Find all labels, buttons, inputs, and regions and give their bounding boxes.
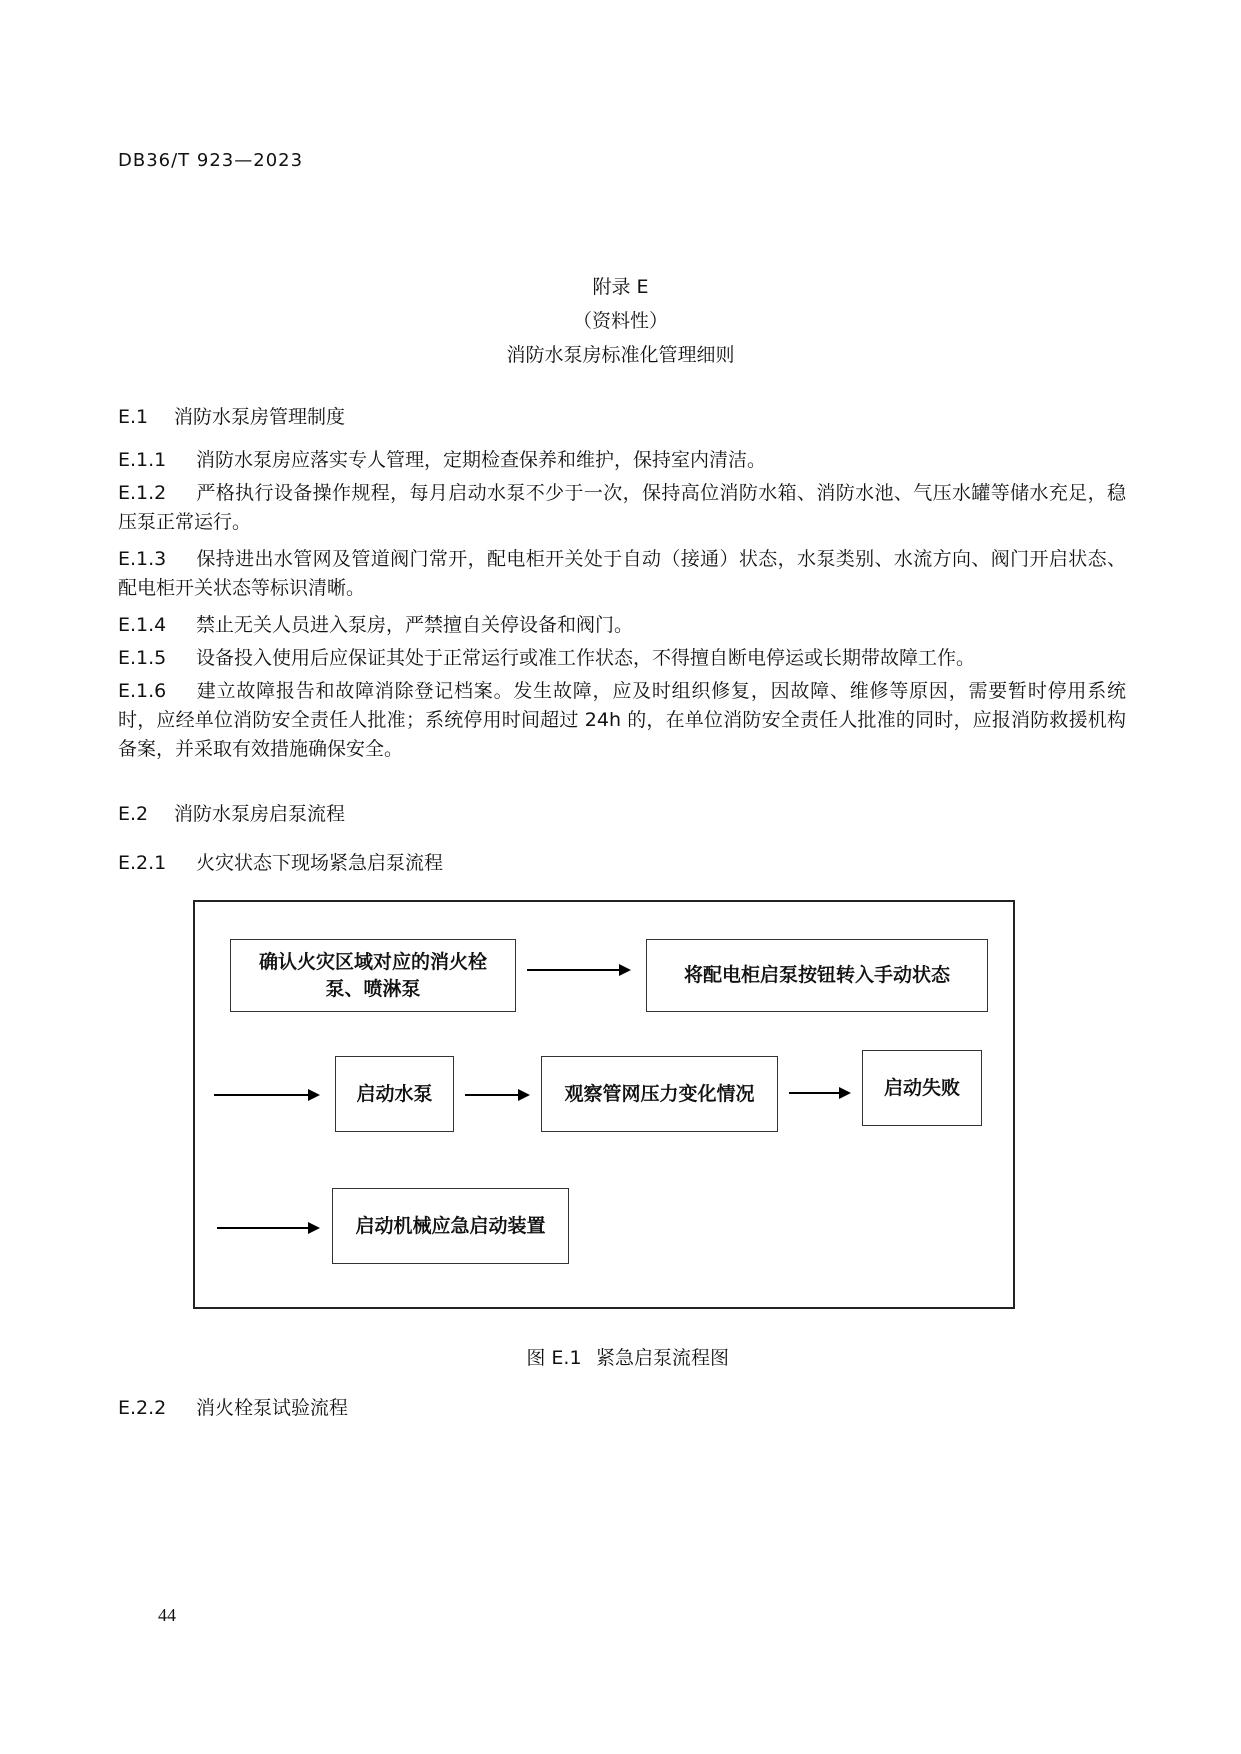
clause-e1-6: [118, 677, 1126, 764]
appendix-name: 消防水泵房标准化管理细则: [506, 344, 735, 366]
flow-arrow: [527, 969, 629, 971]
clause-text: 建立故障报告和故障消除登记档案。发生故障，应及时组织修复，因故障、维修等原因，需要暂时停用系统时，应经单位消防安全责任人批准；系统停用时间超过 24h 的，在单位消防安全责任人批准的同时，应报消防救援机构备案，并采取有效措施确保安全。: [118, 680, 1126, 760]
section-number: E.1: [118, 406, 149, 428]
clause-text: 保持进出水管网及管道阀门常开，配电柜开关处于自动（接通）状态，水泵类别、水流方向、阀门开启状态、配电柜开关状态等标识清晰。: [118, 548, 1126, 599]
clause-number: E.1.1: [118, 449, 167, 471]
flow-arrow: [214, 1094, 318, 1096]
clause-text: 禁止无关人员进入泵房，严禁擅自关停设备和阀门。: [196, 614, 634, 636]
page-number: 44: [158, 1605, 176, 1625]
appendix-type: （资料性）: [572, 310, 668, 332]
flow-arrow: [217, 1227, 318, 1229]
clause-number: E.1.4: [118, 614, 167, 636]
clause-e1-5: [118, 644, 1126, 673]
section-heading-e1: [118, 402, 345, 429]
flow-node-switch-manual: 将配电柜启泵按钮转入手动状态: [646, 939, 988, 1012]
clause-number: E.1.3: [118, 548, 167, 570]
clause-text: 消火栓泵试验流程: [196, 1397, 349, 1419]
clause-text: 设备投入使用后应保证其处于正常运行或准工作状态，不得擅自断电停运或长期带故障工作。: [196, 647, 976, 669]
clause-e1-2: [118, 479, 1126, 537]
section-title: 消防水泵房管理制度: [174, 406, 346, 428]
figure-caption: [0, 1343, 1241, 1370]
clause-number: E.1.5: [118, 647, 167, 669]
clause-text: 严格执行设备操作规程，每月启动水泵不少于一次，保持高位消防水箱、消防水池、气压水罐等储水充足，稳压泵正常运行。: [118, 482, 1126, 533]
section-heading-e2: [118, 799, 345, 826]
clause-number: E.2.2: [118, 1397, 167, 1419]
standard-code: DB36/T 923—2023: [118, 150, 304, 171]
clause-e1-4: [118, 611, 1126, 640]
clause-e2-1: [118, 848, 443, 875]
clause-e1-3: [118, 545, 1126, 603]
clause-text: 火灾状态下现场紧急启泵流程: [196, 852, 444, 874]
flow-arrow: [789, 1092, 849, 1094]
figure-number: 图 E.1: [526, 1347, 582, 1369]
flow-node-confirm-pumps: 确认火灾区域对应的消火栓泵、喷淋泵: [230, 939, 516, 1012]
clause-number: E.2.1: [118, 852, 167, 874]
appendix-title: 附录 E: [592, 276, 649, 298]
flow-node-observe-pressure: 观察管网压力变化情况: [541, 1056, 778, 1132]
section-number: E.2: [118, 803, 149, 825]
clause-e2-2: [118, 1393, 348, 1420]
clause-text: 消防水泵房应落实专人管理，定期检查保养和维护，保持室内清洁。: [196, 449, 767, 471]
section-title: 消防水泵房启泵流程: [174, 803, 346, 825]
flow-arrow: [465, 1094, 528, 1096]
figure-title: 紧急启泵流程图: [595, 1347, 729, 1369]
flow-node-start-failed: 启动失败: [862, 1050, 982, 1126]
flow-node-mechanical-start: 启动机械应急启动装置: [332, 1188, 569, 1264]
flow-node-start-pump: 启动水泵: [335, 1056, 454, 1132]
clause-e1-1: [118, 446, 1126, 475]
clause-number: E.1.6: [118, 680, 167, 702]
clause-number: E.1.2: [118, 482, 167, 504]
